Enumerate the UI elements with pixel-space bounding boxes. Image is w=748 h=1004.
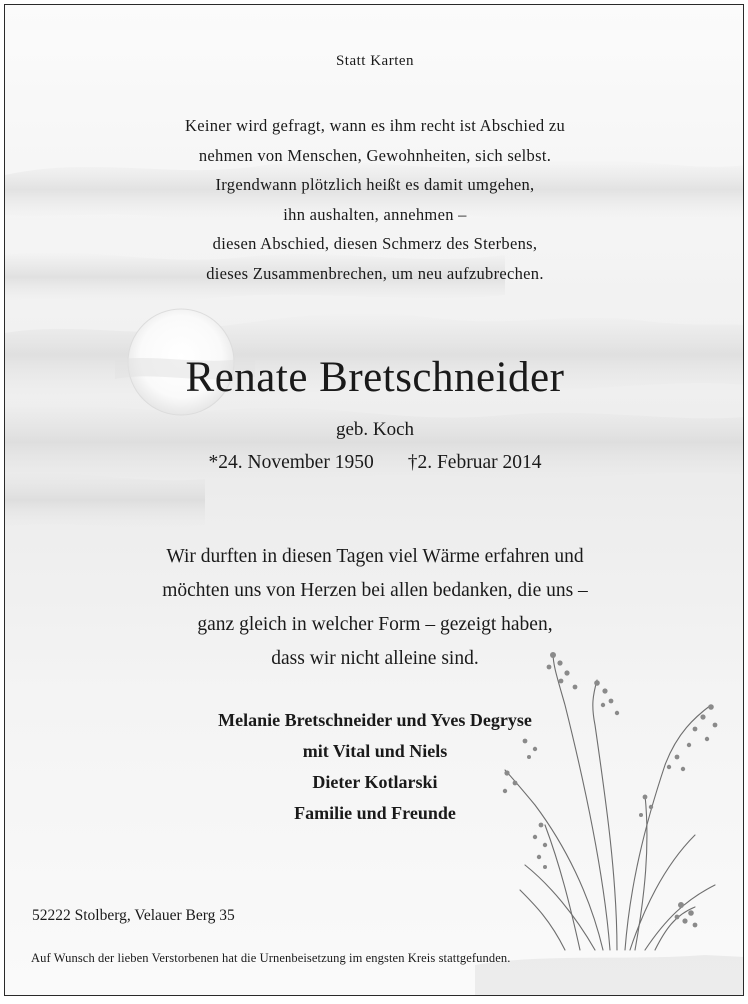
thanks-line: dass wir nicht alleine sind. [271,648,479,669]
poem-line: Keiner wird gefragt, wann es ihm recht ist Abschied zu [184,116,565,135]
mourner-line: Dieter Kotlarski [312,772,438,792]
statt-karten-label: Statt Karten [335,53,415,69]
mourners-list [5,705,744,829]
address: 52222 Stolberg, Velauer Berg 35 [32,907,235,924]
mourner-line: Melanie Bretschneider und Yves Degryse [218,710,532,730]
ground-mist [475,955,744,996]
poem-line: diesen Abschied, diesen Schmerz des Sterbens, [212,234,538,253]
deceased-name: Renate Bretschneider [185,354,565,401]
poem-line: dieses Zusammenbrechen, um neu aufzubrechen. [206,263,544,283]
poem-line: ihn aushalten, annehmen – [283,204,467,224]
thanks-line: Wir durften in diesen Tagen viel Wärme erfahren und [166,546,584,567]
thanks-text [5,540,744,676]
mourner-line: Familie und Freunde [294,803,456,823]
birth-name: geb. Koch [335,419,415,440]
poem-line: Irgendwann plötzlich heißt es damit umgehen, [215,175,535,194]
mourner-line: mit Vital und Niels [302,741,448,761]
poem-line: nehmen von Menschen, Gewohnheiten, sich selbst. [198,145,552,165]
death-date: †2. Februar 2014 [407,452,542,473]
thanks-line: ganz gleich in welcher Form – gezeigt haben, [197,614,553,635]
obituary-card [4,4,744,996]
burial-footnote: Auf Wunsch der lieben Verstorbenen hat die Urnenbeisetzung im engsten Kreis stattgefunden. [31,951,511,965]
poem [5,111,744,288]
thanks-line: möchten uns von Herzen bei allen bedanken, die uns – [162,580,588,601]
birth-date: *24. November 1950 [208,452,374,473]
life-dates [5,452,744,474]
